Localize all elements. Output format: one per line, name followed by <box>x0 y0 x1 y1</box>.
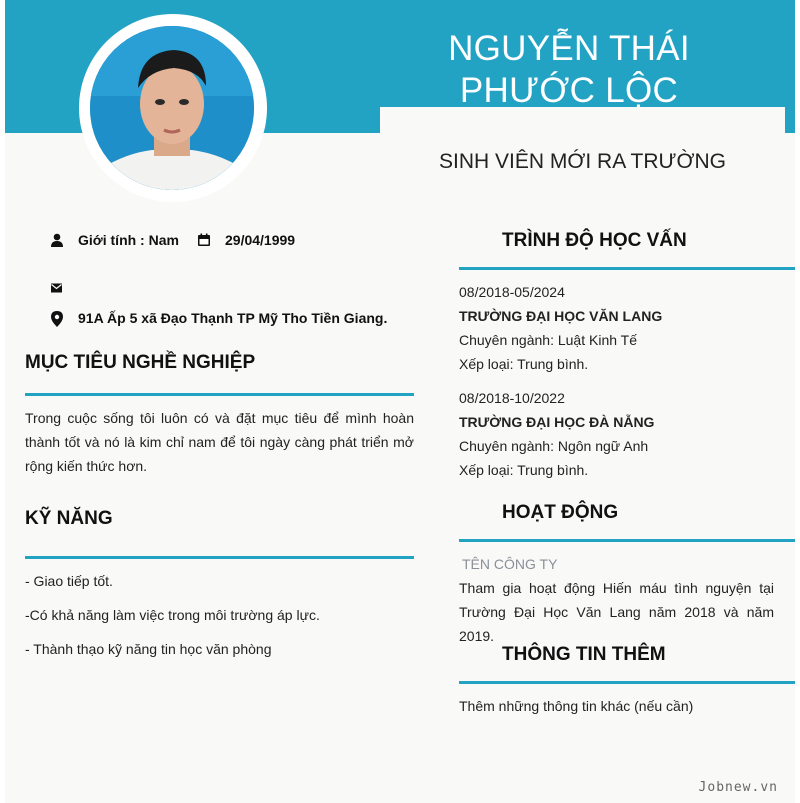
extra-heading: THÔNG TIN THÊM <box>502 644 666 665</box>
user-icon <box>50 233 64 247</box>
education-school: TRƯỜNG ĐẠI HỌC ĐÀ NẴNG <box>459 414 655 430</box>
education-period: 08/2018-05/2024 <box>459 284 565 300</box>
avatar <box>90 26 254 190</box>
education-major: Chuyên ngành: Ngôn ngữ Anh <box>459 438 649 454</box>
company-name: TÊN CÔNG TY <box>462 556 558 572</box>
activities-text: Tham gia hoạt động Hiến máu tình nguyện tại Trường Đại Học Văn Lang năm 2018 và năm 2019. <box>459 580 774 644</box>
skills-rule <box>25 556 414 559</box>
education-rule <box>459 267 795 270</box>
education-period: 08/2018-10/2022 <box>459 390 565 406</box>
career-text: Trong cuộc sống tôi luôn có và đặt mục tiêu để mình hoàn thành tốt và nó là kim chỉ nam để tôi ngày càng phát triển mở rộng kiến thức hơn. <box>25 410 414 474</box>
education-major: Chuyên ngành: Luật Kinh Tế <box>459 332 637 348</box>
skill-item: - Giao tiếp tốt. <box>25 573 113 589</box>
education-rank: Xếp loại: Trung bình. <box>459 356 589 372</box>
job-title: SINH VIÊN MỚI RA TRƯỜNG <box>439 150 726 173</box>
activities-rule <box>459 539 795 542</box>
email-row <box>50 281 78 295</box>
extra-rule <box>459 681 795 684</box>
career-heading: MỤC TIÊU NGHỀ NGHIỆP <box>25 352 256 373</box>
skill-item: - Thành thạo kỹ năng tin học văn phòng <box>25 641 272 657</box>
address-text: 91A Ấp 5 xã Đạo Thạnh TP Mỹ Tho Tiền Giang. <box>78 310 388 326</box>
career-rule <box>25 393 414 396</box>
skill-item: -Có khả năng làm việc trong môi trường áp lực. <box>25 607 320 623</box>
calendar-icon <box>197 233 211 247</box>
activities-heading: HOẠT ĐỘNG <box>502 502 619 523</box>
education-rank: Xếp loại: Trung bình. <box>459 462 589 478</box>
candidate-name: NGUYỄN THÁI PHƯỚC LỘC <box>448 29 690 110</box>
birthday-row <box>197 232 295 248</box>
watermark: Jobnew.vn <box>698 780 778 795</box>
address-row <box>50 310 387 326</box>
gender-text: Giới tính : Nam <box>78 232 179 248</box>
map-pin-icon <box>50 311 64 325</box>
birthday-text: 29/04/1999 <box>225 232 296 248</box>
skills-heading: KỸ NĂNG <box>25 508 113 529</box>
education-heading: TRÌNH ĐỘ HỌC VẤN <box>502 230 687 251</box>
education-school: TRƯỜNG ĐẠI HỌC VĂN LANG <box>459 308 663 324</box>
portrait-photo <box>90 26 254 190</box>
envelope-icon <box>50 281 64 295</box>
extra-text: Thêm những thông tin khác (nếu cần) <box>459 698 694 714</box>
gender-row <box>50 232 179 248</box>
